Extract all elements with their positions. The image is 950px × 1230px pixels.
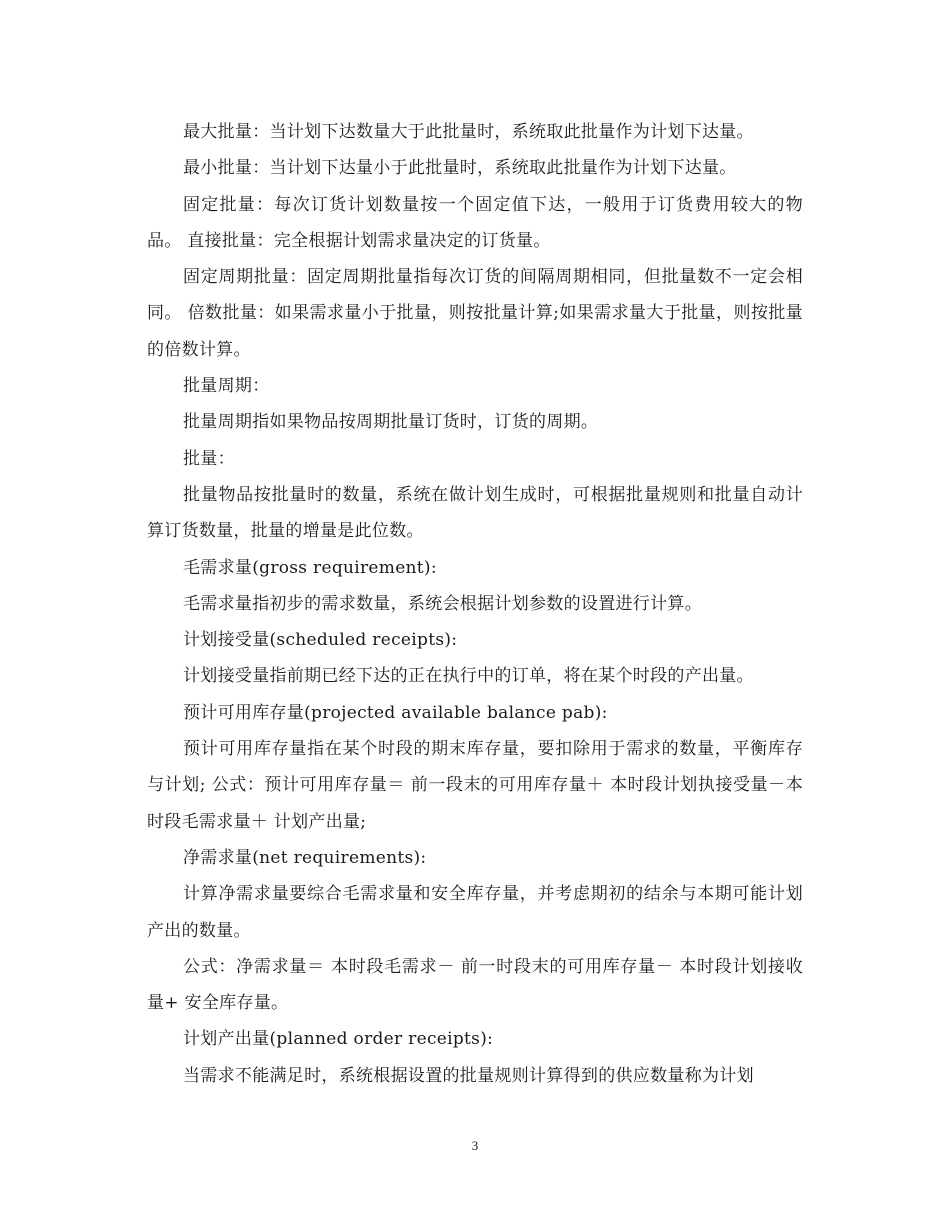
paragraph-projected-available-balance: 预计可用库存量指在某个时段的期末库存量，要扣除用于需求的数量，平衡库存与计划; 公式：预计可用库存量＝ 前一段末的可用库存量＋ 本时段计划执接受量－本时段毛需求量＋ 计划产出量; xyxy=(147,739,803,832)
paragraph-net-requirements: 计算净需求量要综合毛需求量和安全库存量，并考虑期初的结余与本期可能计划产出的数量。 xyxy=(147,884,803,941)
paragraph-lot-period: 批量周期指如果物品按周期批量订货时，订货的周期。 xyxy=(183,412,599,433)
heading-gross-requirement: 毛需求量(gross requirement): xyxy=(183,557,437,578)
heading-lot: 批量： xyxy=(183,448,235,469)
heading-planned-order-receipts: 计划产出量(planned order receipts): xyxy=(183,1029,494,1050)
page-number: 3 xyxy=(471,1138,479,1153)
paragraph-lot: 批量物品按批量时的数量，系统在做计划生成时，可根据批量规则和批量自动计算订货数量，批量的增量是此位数。 xyxy=(147,484,803,542)
heading-lot-period: 批量周期： xyxy=(183,376,270,397)
paragraph-net-requirements-formula: 公式：净需求量＝ 本时段毛需求－ 前一时段末的可用库存量－ 本时段计划接收量+ 安全库存量。 xyxy=(147,956,803,1014)
heading-projected-available-balance: 预计可用库存量(projected available balance pab): xyxy=(183,702,608,723)
paragraph-min-lot: 最小批量：当计划下达量小于此批量时，系统取此批量作为计划下达量。 xyxy=(183,158,737,179)
paragraph-scheduled-receipts: 计划接受量指前期已经下达的正在执行中的订单，将在某个时段的产出量。 xyxy=(183,666,754,687)
paragraph-planned-order-receipts: 当需求不能满足时，系统根据设置的批量规则计算得到的供应数量称为计划 xyxy=(183,1065,754,1086)
paragraph-fixed-lot: 固定批量：每次订货计划数量按一个固定值下达，一般用于订货费用较大的物品。 直接批量：完全根据计划需求量决定的订货量。 xyxy=(147,194,803,251)
page-body xyxy=(147,114,803,1094)
paragraph-max-lot: 最大批量：当计划下达数量大于此批量时，系统取此批量作为计划下达量。 xyxy=(183,122,754,142)
heading-net-requirements: 净需求量(net requirements): xyxy=(183,847,427,868)
heading-scheduled-receipts: 计划接受量(scheduled receipts): xyxy=(183,630,458,651)
paragraph-gross-requirement: 毛需求量指初步的需求数量，系统会根据计划参数的设置进行计算。 xyxy=(183,593,702,614)
paragraph-fixed-period-lot: 固定周期批量：固定周期批量指每次订货的间隔周期相同，但批量数不一定会相同。 倍数批量：如果需求量小于批量，则按批量计算;如果需求量大于批量，则按批量的倍数计算。 xyxy=(147,267,803,360)
